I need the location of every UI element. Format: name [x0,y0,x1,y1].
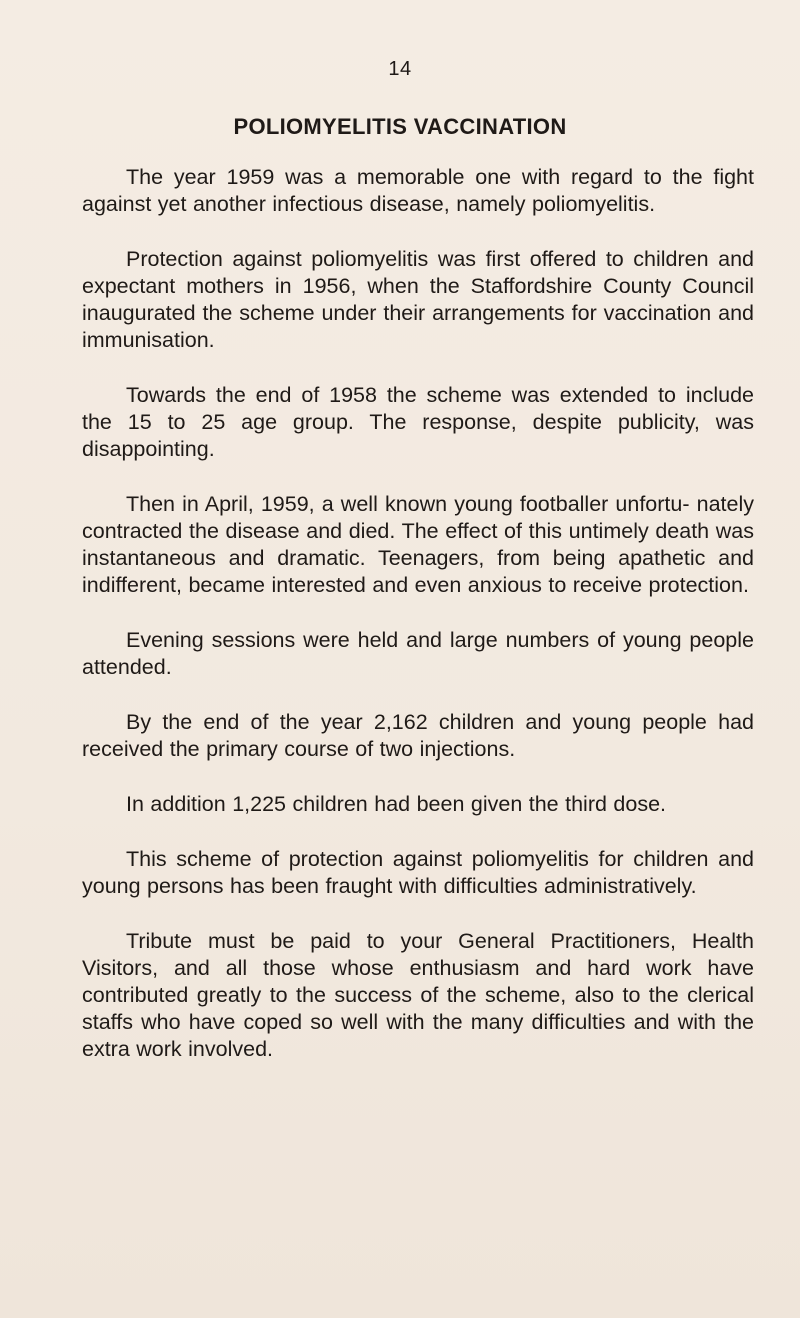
paragraph-5: Evening sessions were held and large numbers of young people attended. [82,628,754,679]
paragraph-3: Towards the end of 1958 the scheme was extended to include the 15 to 25 age group. The response, despite publicity, was disappointing. [82,383,754,461]
paragraph-4: Then in April, 1959, a well known young footballer unfortu- nately contracted the disease and died. The effect of this untimely death was instantaneous and dramatic. Teenagers, from being apathetic and indifferent, became interested and even anxious to receive protection. [82,492,754,597]
body-text [82,164,754,1091]
paragraph-9: Tribute must be paid to your General Practitioners, Health Visitors, and all those whose enthusiasm and hard work have contributed greatly to the success of the scheme, also to the clerical staffs who have coped so well with the many difficulties and with the extra work involved. [82,929,754,1061]
paragraph-1: The year 1959 was a memorable one with regard to the fight against yet another infectious disease, namely poliomyelitis. [82,165,754,216]
paragraph-7: In addition 1,225 children had been given the third dose. [126,792,667,816]
page-title: POLIOMYELITIS VACCINATION [233,114,567,139]
page-number: 14 [388,58,412,80]
paragraph-2: Protection against poliomyelitis was first offered to children and expectant mothers in 1956, when the Staffordshire County Council inaugurated the scheme under their arrangements for vaccination and immunisation. [82,247,754,352]
paragraph-6: By the end of the year 2,162 children and young people had received the primary course of two injections. [82,710,754,761]
paragraph-8: This scheme of protection against poliomyelitis for children and young persons has been fraught with difficulties administratively. [82,847,754,898]
